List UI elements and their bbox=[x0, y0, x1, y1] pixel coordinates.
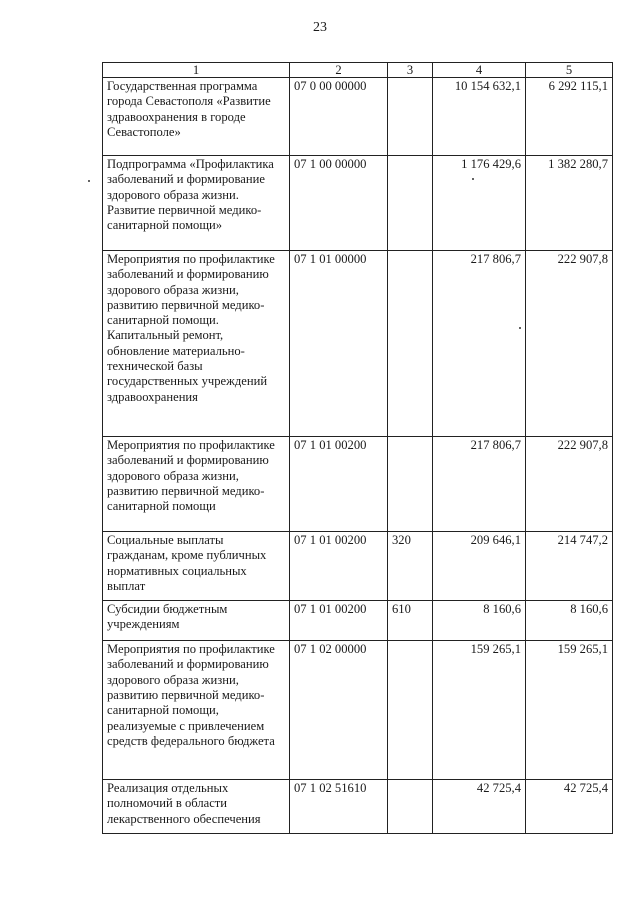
row-value-col4: 8 160,6 bbox=[433, 601, 526, 641]
row-expense-type: 610 bbox=[388, 601, 433, 641]
row-code: 07 0 00 00000 bbox=[290, 78, 388, 156]
row-value-col4: 159 265,1 bbox=[433, 641, 526, 780]
row-value-col4: 209 646,1 bbox=[433, 532, 526, 601]
row-value-col5: 214 747,2 bbox=[526, 532, 613, 601]
row-code: 07 1 01 00200 bbox=[290, 532, 388, 601]
row-value-col5: 222 907,8 bbox=[526, 437, 613, 532]
table-row bbox=[103, 601, 613, 641]
row-code: 07 1 01 00000 bbox=[290, 251, 388, 437]
scan-speck bbox=[88, 180, 90, 182]
row-name: Подпрограмма «Профилактика заболеваний и формирование здорового образа жизни. Развитие первичной медико-санитарной помощи» bbox=[103, 156, 290, 251]
row-expense-type bbox=[388, 78, 433, 156]
row-name: Мероприятия по профилактике заболеваний и формированию здорового образа жизни, развитию первичной медико-санитарной помощи bbox=[103, 437, 290, 532]
row-code: 07 1 02 00000 bbox=[290, 641, 388, 780]
budget-table bbox=[102, 62, 613, 834]
column-header: 1 bbox=[103, 63, 290, 78]
row-expense-type bbox=[388, 641, 433, 780]
row-expense-type bbox=[388, 156, 433, 251]
row-code: 07 1 01 00200 bbox=[290, 601, 388, 641]
row-value-col5: 159 265,1 bbox=[526, 641, 613, 780]
page-number: 23 bbox=[313, 20, 327, 35]
table-row bbox=[103, 780, 613, 834]
row-value-col4: 10 154 632,1 bbox=[433, 78, 526, 156]
row-name: Мероприятия по профилактике заболеваний и формированию здорового образа жизни, развитию первичной медико-санитарной помощи. Капитальный ремонт, обновление материально-технической базы государственных учреждений здравоохранения bbox=[103, 251, 290, 437]
column-header: 3 bbox=[388, 63, 433, 78]
row-value-col5: 8 160,6 bbox=[526, 601, 613, 641]
row-code: 07 1 00 00000 bbox=[290, 156, 388, 251]
row-code: 07 1 01 00200 bbox=[290, 437, 388, 532]
row-value-col4: 42 725,4 bbox=[433, 780, 526, 834]
row-value-col4: 217 806,7 bbox=[433, 437, 526, 532]
row-name: Мероприятия по профилактике заболеваний и формированию здорового образа жизни, развитию первичной медико-санитарной помощи, реализуемые с привлечением средств федерального бюджета bbox=[103, 641, 290, 780]
row-name: Социальные выплаты гражданам, кроме публичных нормативных социальных выплат bbox=[103, 532, 290, 601]
row-expense-type bbox=[388, 251, 433, 437]
table-header-row bbox=[103, 63, 613, 78]
table-row bbox=[103, 532, 613, 601]
table-row bbox=[103, 251, 613, 437]
row-value-col5: 222 907,8 bbox=[526, 251, 613, 437]
row-value-col5: 1 382 280,7 bbox=[526, 156, 613, 251]
table-row bbox=[103, 641, 613, 780]
row-value-col5: 42 725,4 bbox=[526, 780, 613, 834]
column-header: 5 bbox=[526, 63, 613, 78]
row-expense-type bbox=[388, 437, 433, 532]
table-row bbox=[103, 78, 613, 156]
table-row bbox=[103, 156, 613, 251]
row-expense-type bbox=[388, 780, 433, 834]
row-name: Реализация отдельных полномочий в области лекарственного обеспечения bbox=[103, 780, 290, 834]
table-row bbox=[103, 437, 613, 532]
row-value-col4: 1 176 429,6 bbox=[433, 156, 526, 251]
row-expense-type: 320 bbox=[388, 532, 433, 601]
row-name: Государственная программа города Севастополя «Развитие здравоохранения в городе Севастополе» bbox=[103, 78, 290, 156]
row-value-col4: 217 806,7 bbox=[433, 251, 526, 437]
row-code: 07 1 02 51610 bbox=[290, 780, 388, 834]
column-header: 2 bbox=[290, 63, 388, 78]
row-value-col5: 6 292 115,1 bbox=[526, 78, 613, 156]
column-header: 4 bbox=[433, 63, 526, 78]
row-name: Субсидии бюджетным учреждениям bbox=[103, 601, 290, 641]
